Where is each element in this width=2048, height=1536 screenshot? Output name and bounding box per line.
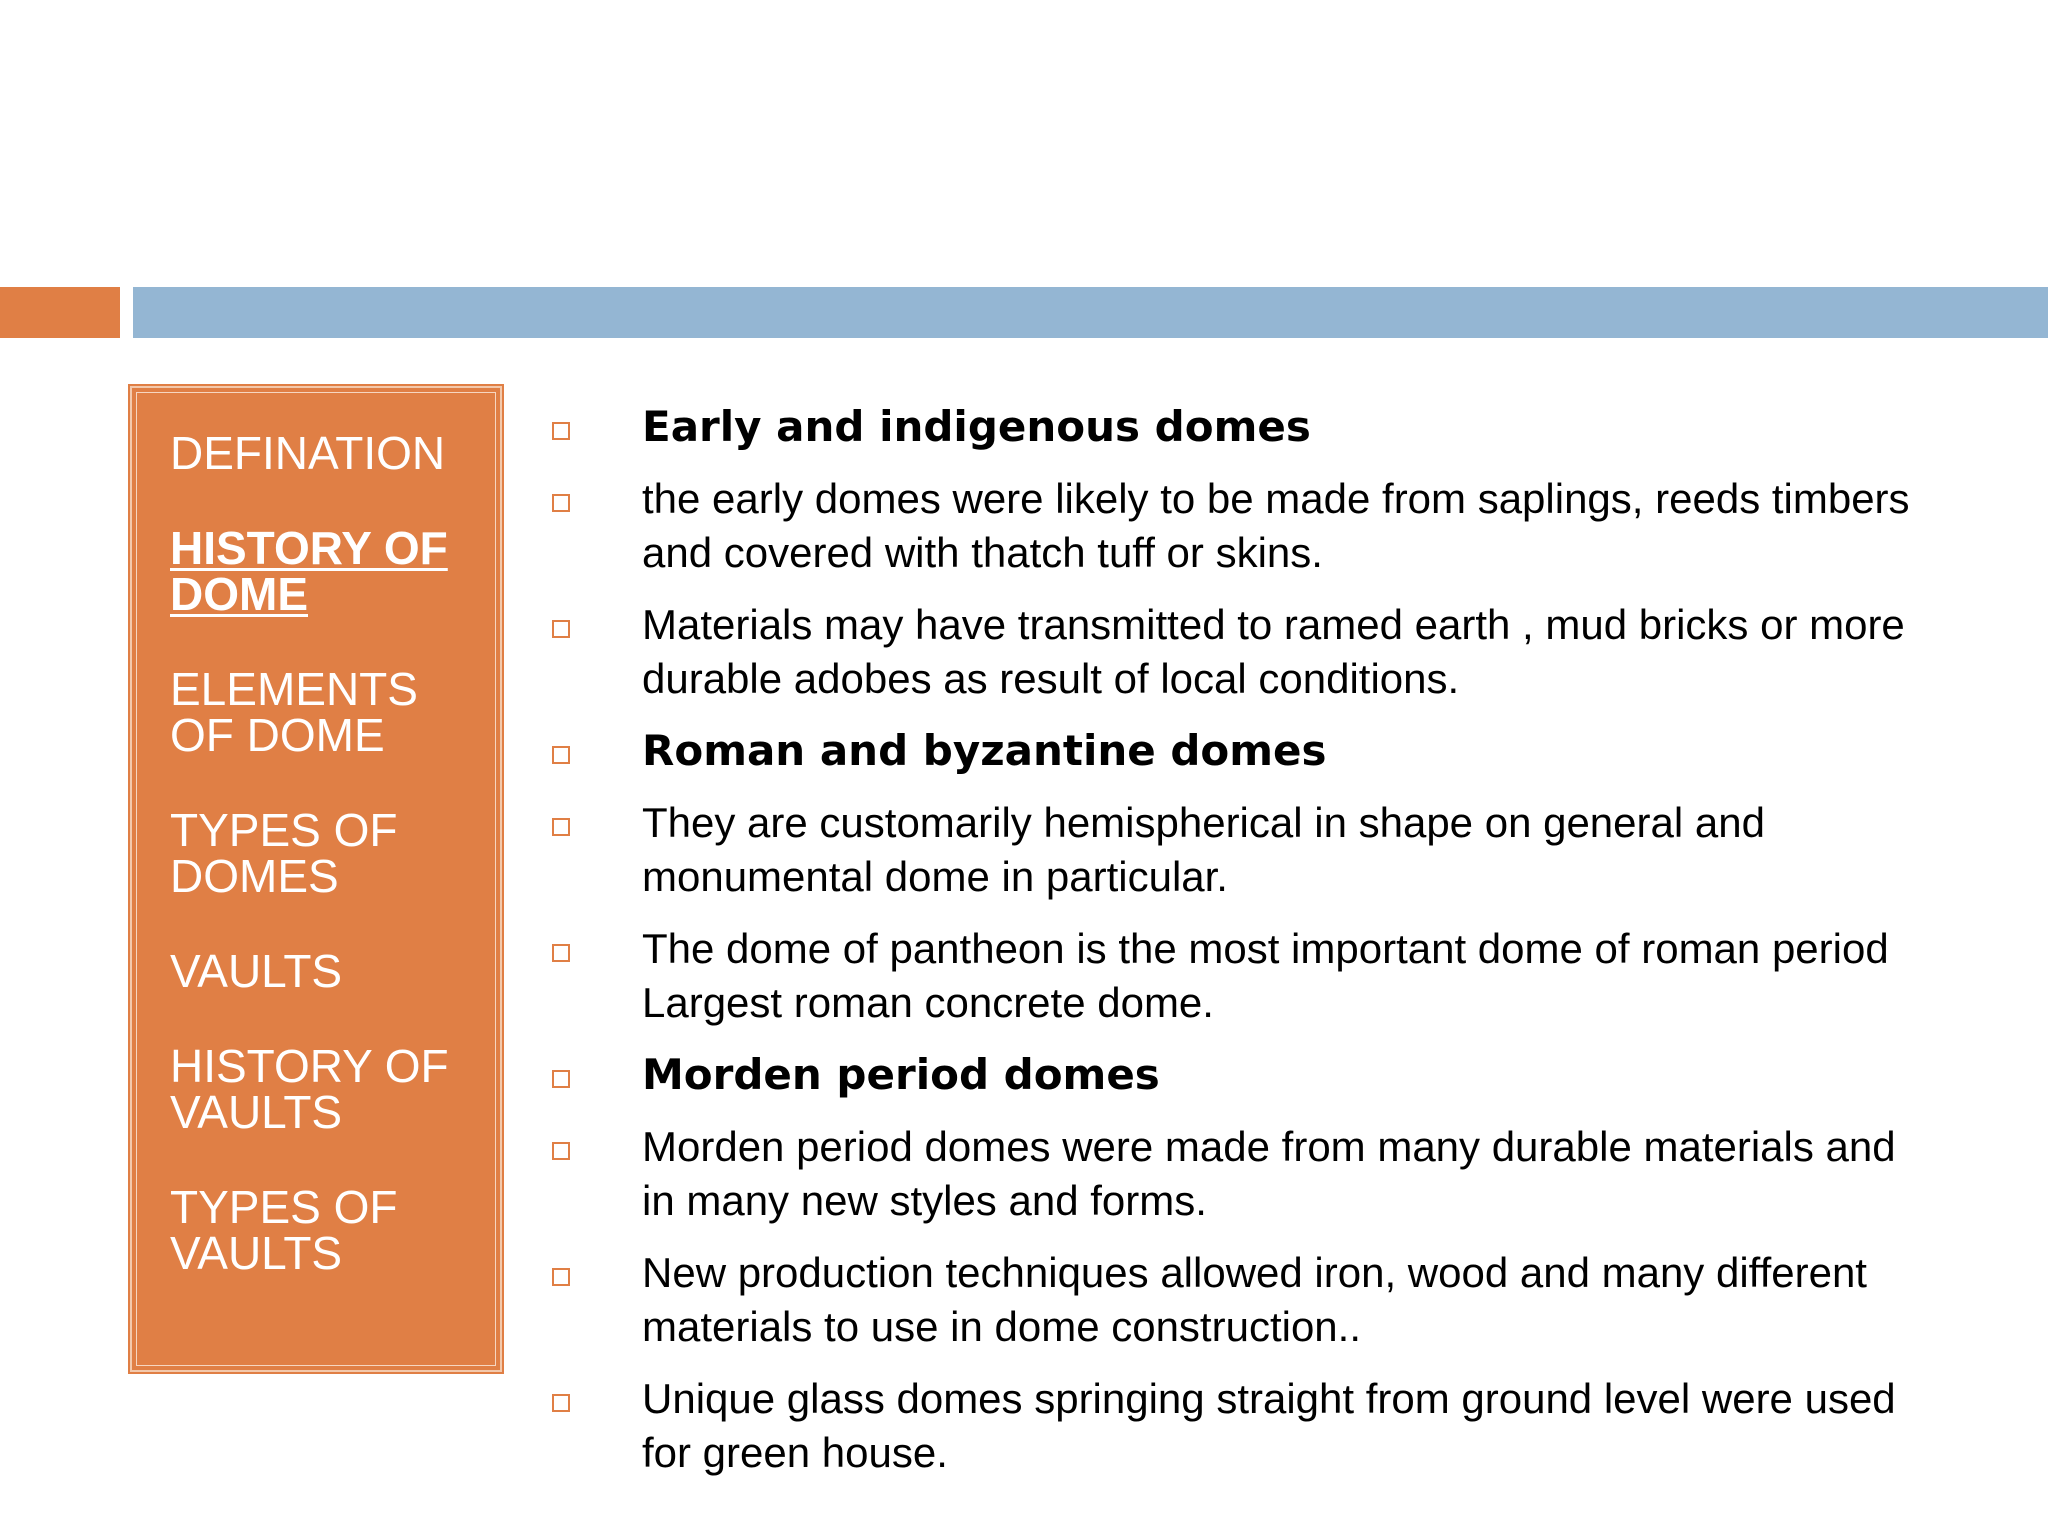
list-item <box>548 400 2008 454</box>
bullet-text: The dome of pantheon is the most important dome of roman period Largest roman concrete dome. <box>642 925 1889 1026</box>
list-item <box>548 922 2008 1030</box>
list-item <box>548 1048 2008 1102</box>
list-item <box>548 796 2008 904</box>
sidebar-item-defination[interactable]: DEFINATION <box>170 427 446 479</box>
square-bullet-icon <box>552 944 570 962</box>
square-bullet-icon <box>552 1268 570 1286</box>
bullet-text: They are customarily hemispherical in shape on general and monumental dome in particular. <box>642 799 1765 900</box>
sidebar-item-vaults[interactable]: VAULTS <box>170 945 343 997</box>
section-heading: Morden period domes <box>642 1050 1160 1099</box>
bullet-text: New production techniques allowed iron, wood and many different materials to use in dome construction.. <box>642 1249 1867 1350</box>
bullet-text: Morden period domes were made from many durable materials and in many new styles and forms. <box>642 1123 1896 1224</box>
sidebar-nav <box>130 386 502 1372</box>
square-bullet-icon <box>552 620 570 638</box>
list-item <box>548 472 2008 580</box>
list-item <box>548 724 2008 778</box>
bullet-text: the early domes were likely to be made from saplings, reeds timbers and covered with thatch tuff or skins. <box>642 475 1910 576</box>
sidebar-item-history-of-vaults[interactable]: HISTORY OF VAULTS <box>170 1040 449 1138</box>
header-band-orange <box>0 287 120 338</box>
square-bullet-icon <box>552 422 570 440</box>
bullet-text: Materials may have transmitted to ramed earth , mud bricks or more durable adobes as result of local conditions. <box>642 601 1905 702</box>
square-bullet-icon <box>552 746 570 764</box>
section-heading: Roman and byzantine domes <box>642 726 1327 775</box>
square-bullet-icon <box>552 1142 570 1160</box>
sidebar-item-types-of-vaults[interactable]: TYPES OF VAULTS <box>170 1181 398 1279</box>
list-item <box>548 1372 2008 1480</box>
square-bullet-icon <box>552 494 570 512</box>
bullet-list <box>548 400 2008 1498</box>
list-item <box>548 598 2008 706</box>
square-bullet-icon <box>552 1394 570 1412</box>
square-bullet-icon <box>552 1070 570 1088</box>
section-heading: Early and indigenous domes <box>642 402 1311 451</box>
square-bullet-icon <box>552 818 570 836</box>
bullet-text: Unique glass domes springing straight from ground level were used for green house. <box>642 1375 1896 1476</box>
sidebar-item-types-of-domes[interactable]: TYPES OF DOMES <box>170 804 398 902</box>
list-item <box>548 1120 2008 1228</box>
list-item <box>548 1246 2008 1354</box>
header-band-blue <box>133 287 2048 338</box>
sidebar-item-elements-of-dome[interactable]: ELEMENTS OF DOME <box>170 663 418 761</box>
sidebar-item-history-of-dome[interactable]: HISTORY OF DOME <box>170 522 448 620</box>
